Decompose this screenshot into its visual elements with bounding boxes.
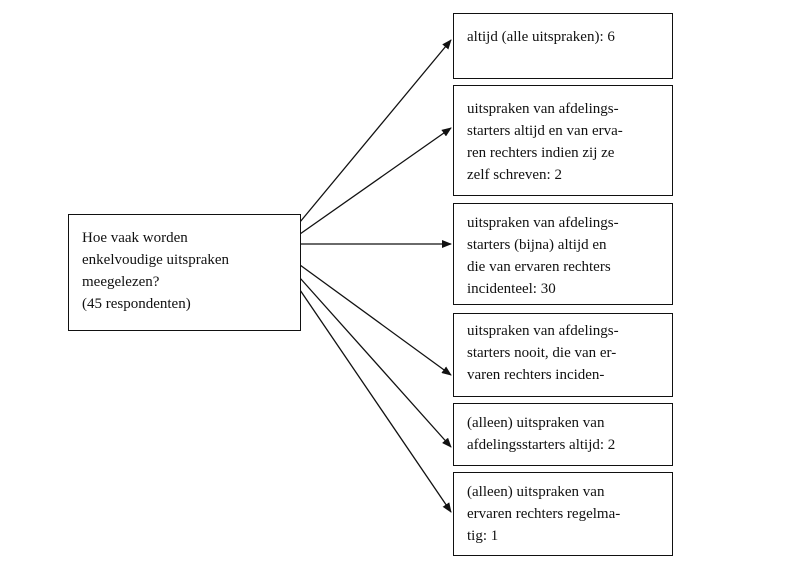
arrow-to-answer-4: [300, 265, 451, 375]
answer-4-line-3: varen rechters inciden-: [467, 367, 605, 383]
answer-3-line-1: uitspraken van afdelings-: [467, 215, 619, 231]
arrow-to-answer-2: [300, 128, 451, 234]
answer-3-line-4: incidenteel: 30: [467, 281, 556, 297]
answer-2-line-2: starters altijd en van erva-: [467, 123, 623, 139]
answer-box-6: [453, 472, 673, 556]
answer-box-1: [453, 13, 673, 79]
answer-6-line-3: tig: 1: [467, 528, 499, 544]
question-line-3: meegelezen?: [82, 274, 160, 290]
answer-4-line-1: uitspraken van afdelings-: [467, 323, 619, 339]
question-line-1: Hoe vaak worden: [82, 230, 188, 246]
answer-box-2: [453, 85, 673, 196]
answer-4-line-2: starters nooit, die van er-: [467, 345, 617, 361]
answer-5-line-2: afdelingsstarters altijd: 2: [467, 437, 616, 453]
arrow-to-answer-6: [300, 290, 451, 512]
answer-2-line-4: zelf schreven: 2: [467, 167, 562, 183]
answer-6-line-1: (alleen) uitspraken van: [467, 484, 605, 500]
answer-3-line-3: die van ervaren rechters: [467, 259, 611, 275]
question-line-4: (45 respondenten): [82, 296, 191, 312]
question-line-2: enkelvoudige uitspraken: [82, 252, 230, 268]
arrow-to-answer-5: [300, 278, 451, 447]
answer-3-line-2: starters (bijna) altijd en: [467, 237, 607, 253]
answer-2-line-3: ren rechters indien zij ze: [467, 145, 615, 161]
answer-6-line-2: ervaren rechters regelma-: [467, 506, 621, 522]
answer-1-line-1: altijd (alle uitspraken): 6: [467, 29, 615, 45]
answer-box-3: [453, 203, 673, 305]
answer-2-line-1: uitspraken van afdelings-: [467, 101, 619, 117]
answer-box-4: [453, 313, 673, 397]
arrow-to-answer-1: [300, 40, 451, 222]
answer-5-line-1: (alleen) uitspraken van: [467, 415, 605, 431]
question-box: [68, 214, 301, 331]
answer-box-5: [453, 403, 673, 466]
